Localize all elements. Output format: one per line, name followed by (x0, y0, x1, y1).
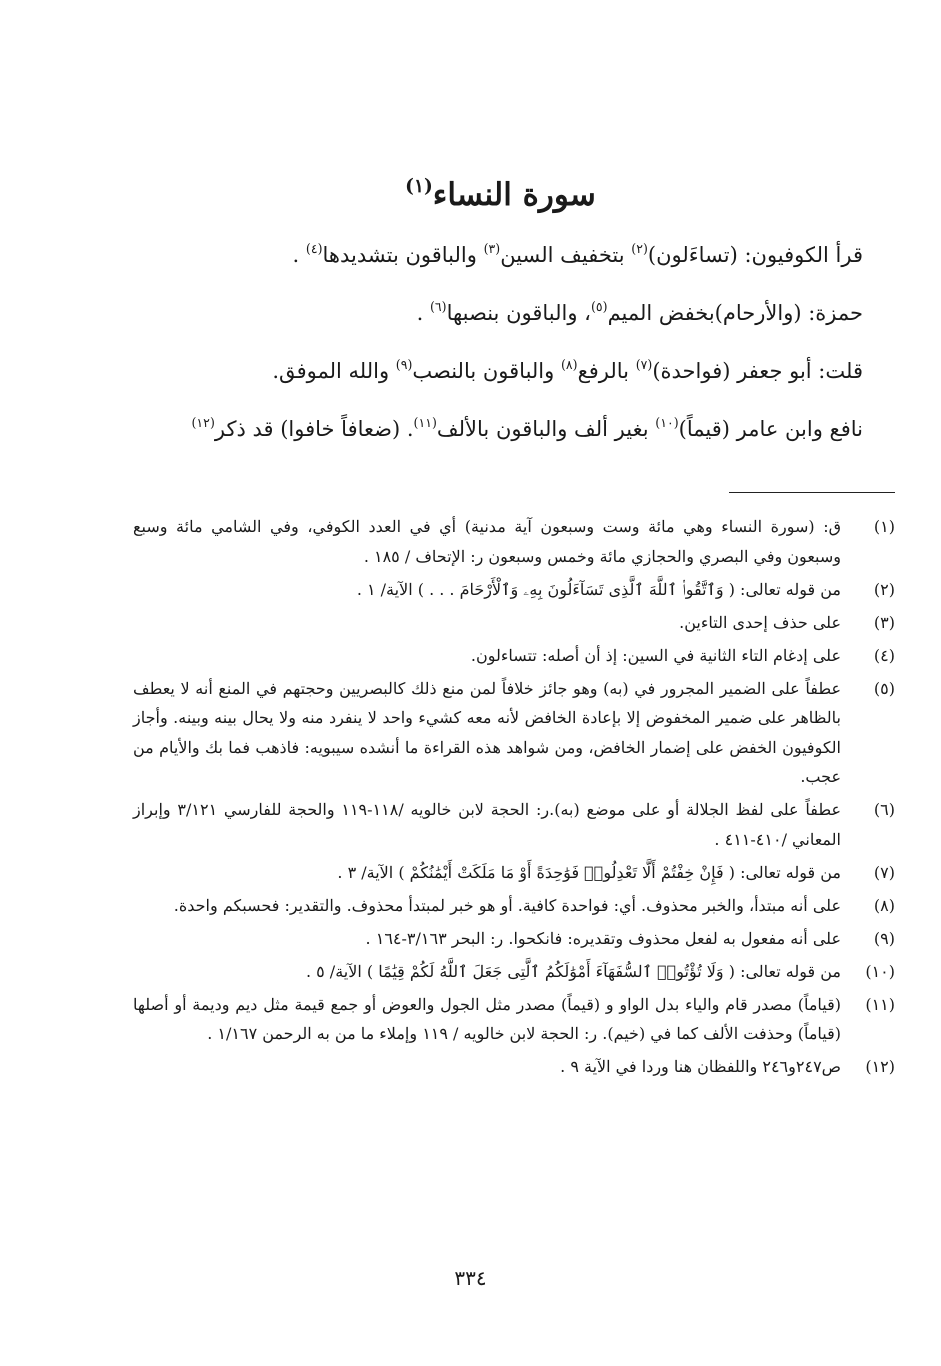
footnote-ref: (٨) (560, 357, 578, 373)
footnote-ref: (٤) (305, 241, 323, 257)
main-text-segment: بتخفيف السين (500, 243, 632, 267)
footnote-text: على إدغام التاء الثانية في السين: إذ أن أصله: تتساءلون. (470, 645, 841, 665)
main-line-1 (60, 238, 863, 272)
main-line-3 (60, 354, 863, 388)
footnote-ref: (٢) (631, 241, 648, 257)
footnote-item (133, 641, 895, 671)
footnote-ref: (١٠) (655, 415, 679, 431)
footnote-number: (٧) (873, 862, 895, 882)
footnote-separator (729, 492, 895, 493)
footnote-text: على أنه مفعول به لفعل محذوف وتقديره: فانكحوا. ر: البحر ٣/١٦٣-١٦٤ . (365, 928, 841, 948)
footnote-item (133, 608, 895, 638)
main-text-segment: . (292, 243, 306, 267)
footnote-number: (٦) (873, 800, 895, 819)
footnote-item (133, 924, 895, 954)
footnote-number: (٥) (873, 678, 895, 698)
surah-title-text: سورة النساء (432, 177, 596, 213)
main-text-segment: والباقون بالنصب (412, 359, 561, 383)
footnote-item (133, 957, 895, 987)
main-text-segment: بغير ألف والباقون بالألف (436, 417, 656, 441)
footnote-text: (قياماً) مصدر قام والياء بدل الواو و (قيماً) مصدر مثل الجول والعوض أو جمع قيمة مثل ديم وديمة أو أصلها (قياماً) وحذفت الألف كما في (خيم). ر: الحجة لابن خالويه / ١١٩ وإملاء ما من به الرحمن ١/١٦٧ . (133, 994, 841, 1043)
footnote-text: عطفاً على لفظ الجلالة أو على موضع (به).ر: الحجة لابن خالويه /١١٨-١١٩ والحجة للفارسي ٣/١٢١ وإبراز المعاني /٤١٠-٤١١ . (133, 800, 841, 849)
footnote-ref: (١١) (413, 415, 437, 431)
footnote-ref: (٣) (483, 241, 501, 257)
main-text-segment: . (ضعافاً خافوا) قد ذكر (214, 417, 414, 441)
footnote-ref: (٥) (590, 299, 608, 315)
footnote-item (133, 858, 895, 888)
footnote-number: (٨) (873, 895, 895, 915)
footnote-ref: (٦) (429, 299, 447, 315)
footnote-ref: (١٢) (191, 415, 215, 431)
footnote-text: ص٢٤٧و٢٤٦ واللفظان هنا وردا في الآية ٩ . (560, 1057, 841, 1076)
main-text-segment: ، والباقون بنصبها (446, 301, 591, 325)
footnote-text: من قوله تعالى: ( وَٱتَّقُوا۟ ٱللَّهَ ٱلَّذِى تَسَآءَلُونَ بِهِۦ وَٱلْأَرْحَامَ . . . ) الآية/ ١ . (356, 579, 841, 599)
page-number: ٣٣٤ (454, 1266, 487, 1290)
main-text-segment: والباقون بتشديدها (322, 243, 484, 267)
footnote-text: عطفاً على الضمير المجرور في (به) وهو جائز خلافاً لمن منع ذلك كالبصريين وحجتهم في المنع أنه لا يعطف بالظاهر على ضمير المخفوض إلا بإعادة الخافض لأنه معه كشيء واحد لا ينفرد منه ولا يحال بينه وبينه. وأجاز الكوفيون الخفض على إضمار الخافض، ومن شواهد هذه القراءة ما أنشده سيبويه: فاذهب فما بك والأيام من عجب. (133, 678, 841, 786)
footnote-item (133, 990, 895, 1049)
footnote-item (133, 512, 895, 571)
footnote-text: على أنه مبتدأ، والخبر محذوف. أي: فواحدة كافية. أو هو خبر لمبتدأ محذوف. والتقدير: فحسبكم واحدة. (173, 895, 841, 915)
footnote-ref: (٧) (635, 357, 653, 373)
footnote-item (133, 795, 895, 854)
main-text-segment: بالرفع (577, 359, 636, 383)
main-text-segment: . (416, 301, 430, 325)
footnote-text: من قوله تعالى: ( وَلَا تُؤْتُوا۟ ٱلسُّفَهَآءَ أَمْوَٰلَكُمُ ٱلَّتِى جَعَلَ ٱللَّهُ لَكُمْ قِيَٰمًا ) الآية/ ٥ . (305, 961, 841, 981)
main-text-segment: حمزة: (والأرحام)بخفض الميم (607, 301, 863, 325)
footnote-number: (٣) (873, 612, 895, 632)
main-text-segment: قرأ الكوفيون: (تساءَلون) (647, 243, 863, 267)
footnote-number: (١٠) (865, 961, 895, 981)
main-text-segment: والله الموفق. (272, 359, 396, 383)
footnote-number: (١) (873, 517, 895, 536)
footnote-number: (٢) (873, 579, 895, 599)
main-text-segment: نافع وابن عامر (قيماً) (678, 417, 863, 441)
footnote-text: ق: (سورة النساء وهي مائة وست وسبعون آية مدنية) أي في العدد الكوفي، وفي الشامي مائة وسبع وسبعون وفي البصري والحجازي مائة وخمس وسبعون ر: الإتحاف / ١٨٥ . (133, 517, 841, 566)
footnote-text: على حذف إحدى التاءين. (679, 612, 841, 632)
footnote-number: (١٢) (865, 1057, 895, 1076)
footnote-item (133, 891, 895, 921)
footnote-item (133, 674, 895, 792)
footnote-ref: (٩) (395, 357, 413, 373)
footnote-number: (٤) (873, 645, 895, 665)
main-line-2 (60, 296, 863, 330)
footnote-item (133, 1052, 895, 1082)
main-line-4 (60, 412, 863, 446)
main-text-segment: قلت: أبو جعفر (فواحدة) (652, 359, 863, 383)
footnote-text: من قوله تعالى: ( فَإِنْ خِفْتُمْ أَلَّا تَعْدِلُوا۟ فَوَٰحِدَةً أَوْ مَا مَلَكَتْ أَيْمَٰنُكُمْ ) الآية/ ٣ . (337, 862, 841, 882)
footnote-number: (٩) (873, 928, 895, 948)
footnotes (133, 512, 895, 1085)
surah-title (0, 173, 941, 217)
footnote-item (133, 575, 895, 605)
title-footnote-ref: (١) (405, 175, 433, 197)
footnote-number: (١١) (865, 994, 895, 1014)
